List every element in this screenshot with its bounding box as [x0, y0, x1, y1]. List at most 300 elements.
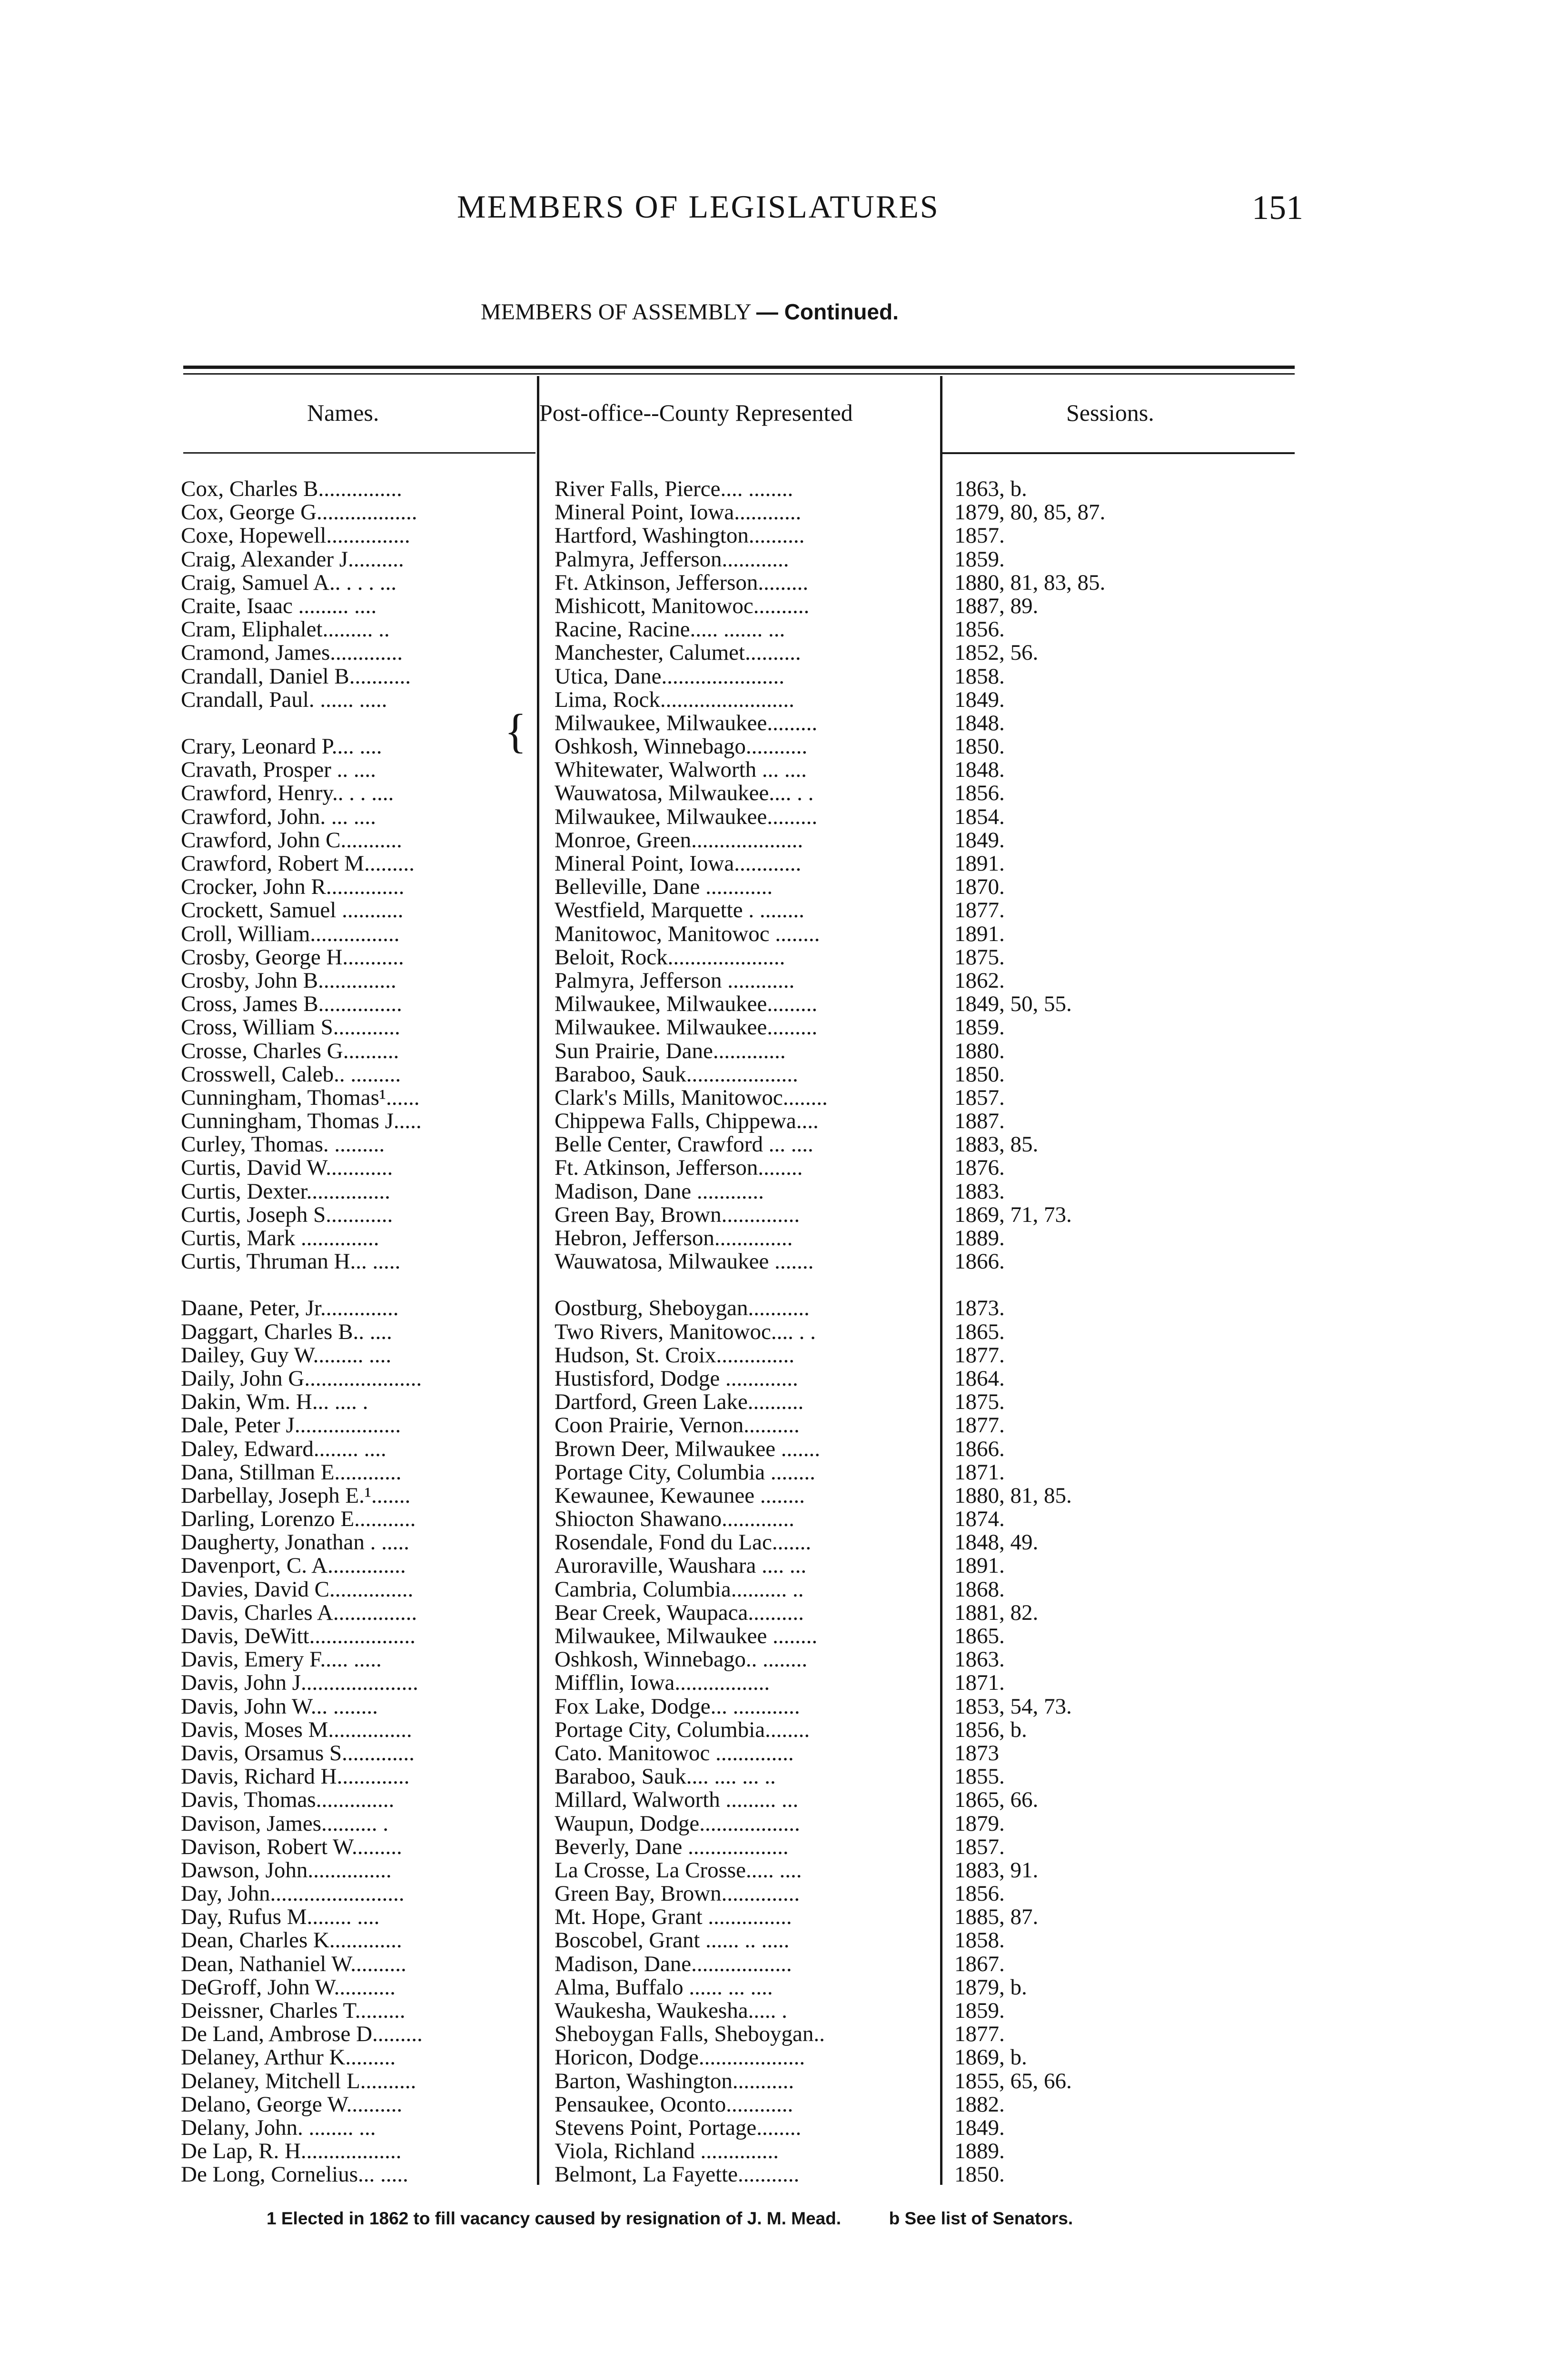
member-name: Crosse, Charles G..........: [181, 1039, 399, 1063]
table-row: [181, 1695, 1295, 1718]
post-office-county: Ft. Atkinson, Jefferson.........: [555, 571, 809, 595]
member-name: Davis, DeWitt...................: [181, 1625, 416, 1648]
table-row: [181, 1953, 1295, 1976]
post-office-county: Madison, Dane..................: [555, 1952, 792, 1976]
sessions-value: 1848.: [954, 758, 1005, 782]
sessions-value: 1883, 91.: [954, 1858, 1039, 1883]
table-row: [181, 1625, 1295, 1648]
subtitle-text: MEMBERS OF ASSEMBLY: [481, 299, 751, 325]
post-office-county: Racine, Racine..... ....... ...: [555, 618, 785, 642]
sessions-value: 1889.: [954, 1227, 1005, 1250]
table-row: [181, 2093, 1295, 2116]
post-office-county: Milwaukee, Milwaukee.........: [555, 992, 818, 1016]
group-c-rows: [181, 477, 1295, 1273]
header-rule-sessions: [942, 452, 1295, 454]
table-row: [181, 758, 1295, 782]
post-office-county: Mineral Point, Iowa............: [555, 852, 802, 876]
post-office-county: Boscobel, Grant ...... .. .....: [555, 1929, 790, 1953]
member-name: Craig, Samuel A.. . . . ...: [181, 571, 396, 595]
table-row: [181, 2023, 1295, 2046]
sessions-value: 1873: [954, 1741, 999, 1765]
table-row: [181, 852, 1295, 875]
member-name: Curtis, David W............: [181, 1156, 393, 1180]
member-name: Cram, Eliphalet......... ..: [181, 618, 390, 642]
sessions-value: 1875.: [954, 1390, 1005, 1414]
member-name: De Land, Ambrose D.........: [181, 2023, 423, 2046]
sessions-value: 1873.: [954, 1297, 1005, 1320]
top-rule-thick: [183, 366, 1295, 369]
running-head-title: MEMBERS OF LEGISLATURES: [457, 188, 940, 225]
member-name: Curley, Thomas. .........: [181, 1133, 385, 1157]
post-office-county: Mifflin, Iowa.................: [555, 1671, 770, 1695]
table-row: [181, 641, 1295, 664]
sessions-value: 1862.: [954, 969, 1005, 993]
post-office-county: Chippewa Falls, Chippewa....: [555, 1110, 819, 1133]
sessions-value: 1856, b.: [954, 1718, 1027, 1742]
table-row: [181, 1765, 1295, 1788]
table-row: [181, 1110, 1295, 1133]
post-office-county: Mishicott, Manitowoc..........: [555, 594, 810, 618]
member-name: Davis, Thomas..............: [181, 1788, 395, 1812]
member-name: Cox, George G..................: [181, 501, 417, 525]
table-row: [181, 501, 1295, 524]
table-row: [181, 1835, 1295, 1859]
table-row: [181, 1156, 1295, 1180]
sessions-value: 1870.: [954, 875, 1005, 899]
member-name: Crosby, John B..............: [181, 969, 396, 993]
post-office-county: Horicon, Dodge...................: [555, 2046, 805, 2070]
post-office-county: Belle Center, Crawford ... ....: [555, 1133, 813, 1157]
member-name: Daggart, Charles B.. ....: [181, 1320, 392, 1344]
table-row: [181, 1929, 1295, 1952]
post-office-county: Cambria, Columbia.......... ..: [555, 1577, 804, 1601]
sessions-value: 1864.: [954, 1367, 1005, 1391]
member-name: Crawford, John C...........: [181, 828, 402, 853]
sessions-value: 1866.: [954, 1437, 1005, 1461]
post-office-county: Viola, Richland ..............: [555, 2140, 779, 2163]
member-name: Davis, Charles A...............: [181, 1601, 417, 1625]
sessions-value: 1866.: [954, 1250, 1005, 1274]
post-office-county: Green Bay, Brown..............: [555, 1203, 800, 1227]
post-office-county: Hebron, Jefferson..............: [555, 1227, 793, 1250]
sessions-value: 1852, 56.: [954, 641, 1039, 665]
table-row: [181, 1882, 1295, 1905]
post-office-county: Milwaukee, Milwaukee.........: [555, 711, 818, 735]
post-office-county: Wauwatosa, Milwaukee.... . .: [555, 782, 814, 805]
member-name: Cross, William S............: [181, 1016, 400, 1040]
table-row: [181, 1367, 1295, 1390]
sessions-value: 1849, 50, 55.: [954, 992, 1072, 1016]
sessions-value: 1880.: [954, 1039, 1005, 1063]
sessions-value: 1849.: [954, 828, 1005, 853]
table-row: [181, 1203, 1295, 1227]
sessions-value: 1855, 65, 66.: [954, 2069, 1072, 2093]
table-row: [181, 1227, 1295, 1250]
sessions-value: 1855.: [954, 1765, 1005, 1789]
sessions-value: 1849.: [954, 2116, 1005, 2140]
sessions-value: 1891.: [954, 1554, 1005, 1578]
sessions-value: 1863, b.: [954, 477, 1027, 501]
top-rule-thin: [183, 373, 1295, 375]
post-office-county: Waukesha, Waukesha..... .: [555, 1999, 787, 2023]
member-name: Dawson, John...............: [181, 1858, 392, 1883]
post-office-county: Mt. Hope, Grant ...............: [555, 1905, 792, 1929]
table-row: [181, 782, 1295, 805]
table-row: [181, 1484, 1295, 1507]
table-row: [181, 712, 1295, 735]
member-name: Daily, John G.....................: [181, 1367, 422, 1391]
member-name: Curtis, Thruman H... .....: [181, 1250, 401, 1274]
sessions-value: 1868.: [954, 1577, 1005, 1601]
sessions-value: 1848.: [954, 711, 1005, 735]
member-name: Cunningham, Thomas¹......: [181, 1086, 420, 1110]
brace-glyph: {: [505, 704, 527, 758]
sessions-value: 1854.: [954, 805, 1005, 829]
member-name: Delaney, Arthur K.........: [181, 2046, 396, 2070]
member-name: Cross, James B...............: [181, 992, 402, 1016]
post-office-county: Milwaukee, Milwaukee ........: [555, 1625, 818, 1648]
sessions-value: 1867.: [954, 1952, 1005, 1976]
post-office-county: Belmont, La Fayette...........: [555, 2163, 800, 2187]
member-name: Delano, George W..........: [181, 2092, 403, 2116]
table-row: [181, 2140, 1295, 2163]
post-office-county: Whitewater, Walworth ... ....: [555, 758, 807, 782]
member-name: Davis, John J.....................: [181, 1671, 418, 1695]
post-office-county: Milwaukee. Milwaukee.........: [555, 1016, 818, 1040]
post-office-county: Lima, Rock........................: [555, 688, 794, 712]
sessions-value: 1875.: [954, 945, 1005, 969]
sessions-value: 1889.: [954, 2140, 1005, 2163]
member-name: Crawford, Henry.. . . ....: [181, 782, 394, 805]
sessions-value: 1877.: [954, 1343, 1005, 1367]
sessions-value: 1871.: [954, 1671, 1005, 1695]
sessions-value: 1859.: [954, 547, 1005, 571]
sessions-value: 1857.: [954, 1835, 1005, 1859]
post-office-county: Two Rivers, Manitowoc.... . .: [555, 1320, 816, 1344]
sessions-value: 1877.: [954, 899, 1005, 922]
member-name: Davis, Richard H.............: [181, 1765, 410, 1789]
member-name: Curtis, Mark ..............: [181, 1227, 379, 1250]
sessions-value: 1879, 80, 85, 87.: [954, 501, 1106, 525]
sessions-value: 1859.: [954, 1999, 1005, 2023]
post-office-county: Millard, Walworth ......... ...: [555, 1788, 799, 1812]
member-name: Crary, Leonard P.... ....: [181, 735, 382, 759]
table-row: [181, 805, 1295, 829]
member-name: Davis, Moses M...............: [181, 1718, 412, 1742]
table-row: [181, 735, 1295, 758]
table-row: [181, 829, 1295, 852]
sessions-value: 1885, 87.: [954, 1905, 1039, 1929]
member-name: Dakin, Wm. H... .... .: [181, 1390, 368, 1414]
table-row: [181, 1554, 1295, 1577]
table-row: [181, 946, 1295, 969]
member-name: Daley, Edward........ ....: [181, 1437, 386, 1461]
post-office-county: Hartford, Washington..........: [555, 524, 805, 548]
sessions-value: 1882.: [954, 2092, 1005, 2116]
post-office-county: River Falls, Pierce.... ........: [555, 477, 793, 501]
post-office-county: Shiocton Shawano.............: [555, 1507, 794, 1531]
table-row: [181, 1671, 1295, 1695]
sessions-value: 1876.: [954, 1156, 1005, 1180]
member-name: Daugherty, Jonathan . .....: [181, 1531, 409, 1555]
post-office-county: Baraboo, Sauk....................: [555, 1062, 798, 1086]
sessions-value: 1858.: [954, 664, 1005, 688]
sessions-value: 1857.: [954, 1086, 1005, 1110]
post-office-county: Brown Deer, Milwaukee .......: [555, 1437, 821, 1461]
sessions-value: 1865.: [954, 1625, 1005, 1648]
post-office-county: Auroraville, Waushara .... ...: [555, 1554, 807, 1578]
footnote-b: b See list of Senators.: [889, 2209, 1073, 2228]
post-office-county: Rosendale, Fond du Lac.......: [555, 1531, 812, 1555]
sessions-value: 1874.: [954, 1507, 1005, 1531]
section-subtitle: [481, 299, 899, 325]
post-office-county: Oshkosh, Winnebago.. ........: [555, 1648, 808, 1672]
post-office-county: Milwaukee, Milwaukee.........: [555, 805, 818, 829]
table-row: [181, 1601, 1295, 1625]
sessions-value: 1879, b.: [954, 1975, 1027, 2000]
sessions-value: 1887.: [954, 1110, 1005, 1133]
table-row: [181, 1859, 1295, 1882]
member-name: Dale, Peter J...................: [181, 1414, 401, 1438]
post-office-county: Hustisford, Dodge .............: [555, 1367, 798, 1391]
member-name: Daane, Peter, Jr..............: [181, 1297, 399, 1320]
member-name: DeGroff, John W...........: [181, 1975, 396, 2000]
post-office-county: Oshkosh, Winnebago...........: [555, 735, 808, 759]
post-office-county: Kewaunee, Kewaunee ........: [555, 1484, 805, 1508]
member-name: Coxe, Hopewell...............: [181, 524, 410, 548]
footnotes: [267, 2209, 1073, 2229]
table-row: [181, 1016, 1295, 1039]
table-row: [181, 1438, 1295, 1461]
member-name: Crandall, Daniel B...........: [181, 664, 411, 688]
post-office-county: Ft. Atkinson, Jefferson........: [555, 1156, 803, 1180]
member-name: Davis, John W... ........: [181, 1695, 378, 1718]
member-name: Crocker, John R..............: [181, 875, 405, 899]
sessions-value: 1880, 81, 85.: [954, 1484, 1072, 1508]
member-name: Crosby, George H...........: [181, 945, 404, 969]
page-number: 151: [1252, 188, 1303, 227]
sessions-value: 1877.: [954, 1414, 1005, 1438]
post-office-county: Palmyra, Jefferson............: [555, 547, 789, 571]
table-row: [181, 1297, 1295, 1320]
group-d-rows: [181, 1297, 1295, 2186]
table-row: [181, 1531, 1295, 1554]
post-office-county: Belleville, Dane ............: [555, 875, 773, 899]
sessions-value: 1871.: [954, 1460, 1005, 1484]
post-office-county: Sheboygan Falls, Sheboygan..: [555, 2023, 825, 2046]
member-name: De Lap, R. H..................: [181, 2140, 402, 2163]
post-office-county: Monroe, Green....................: [555, 828, 803, 853]
member-name: Croll, William................: [181, 922, 400, 946]
member-name: Curtis, Dexter...............: [181, 1180, 390, 1203]
post-office-county: Beloit, Rock.....................: [555, 945, 785, 969]
member-name: Darbellay, Joseph E.¹.......: [181, 1484, 411, 1508]
post-office-county: Bear Creek, Waupaca..........: [555, 1601, 804, 1625]
table-row: [181, 1461, 1295, 1484]
sessions-value: 1879.: [954, 1812, 1005, 1835]
sessions-value: 1883, 85.: [954, 1133, 1039, 1157]
member-name: Cunningham, Thomas J.....: [181, 1110, 422, 1133]
post-office-county: Coon Prairie, Vernon..........: [555, 1414, 800, 1438]
sessions-value: 1859.: [954, 1016, 1005, 1040]
table-row: [181, 992, 1295, 1016]
subtitle-continued: — Continued.: [756, 299, 899, 324]
member-name: Curtis, Joseph S............: [181, 1203, 393, 1227]
member-name: Crandall, Paul. ...... .....: [181, 688, 387, 712]
member-name: De Long, Cornelius... .....: [181, 2163, 408, 2187]
sessions-value: 1869, 71, 73.: [954, 1203, 1072, 1227]
member-name: Delaney, Mitchell L..........: [181, 2069, 416, 2093]
table-row: [181, 2070, 1295, 2093]
table-row: [181, 548, 1295, 571]
sessions-value: 1856.: [954, 618, 1005, 642]
post-office-county: Beverly, Dane ..................: [555, 1835, 789, 1859]
member-name: Cox, Charles B...............: [181, 477, 402, 501]
sessions-value: 1856.: [954, 1882, 1005, 1906]
member-name: Dean, Nathaniel W..........: [181, 1952, 406, 1976]
table-row: [181, 969, 1295, 992]
post-office-county: Waupun, Dodge..................: [555, 1812, 800, 1835]
table-row: [181, 524, 1295, 547]
members-table: [181, 477, 1295, 2187]
table-row: [181, 1718, 1295, 1742]
member-name: Crosswell, Caleb.. .........: [181, 1062, 401, 1086]
post-office-county: Clark's Mills, Manitowoc........: [555, 1086, 828, 1110]
post-office-county: Manitowoc, Manitowoc ........: [555, 922, 820, 946]
post-office-county: Sun Prairie, Dane.............: [555, 1039, 786, 1063]
table-row: [181, 595, 1295, 618]
footnote-1: 1 Elected in 1862 to fill vacancy caused by resignation of J. M. Mead.: [267, 2209, 842, 2228]
table-row: [181, 899, 1295, 922]
table-row: [181, 1320, 1295, 1344]
sessions-value: 1856.: [954, 782, 1005, 805]
table-row: [181, 571, 1295, 595]
member-name: Dana, Stillman E............: [181, 1460, 402, 1484]
member-name: Cramond, James.............: [181, 641, 403, 665]
post-office-county: Westfield, Marquette . ........: [555, 899, 804, 922]
member-name: Craite, Isaac ......... ....: [181, 594, 377, 618]
member-name: Darling, Lorenzo E...........: [181, 1507, 416, 1531]
member-name: Crawford, Robert M.........: [181, 852, 415, 876]
post-office-county: Portage City, Columbia........: [555, 1718, 810, 1742]
sessions-value: 1848, 49.: [954, 1531, 1039, 1555]
post-office-county: Stevens Point, Portage........: [555, 2116, 802, 2140]
post-office-county: Baraboo, Sauk.... .... ... ..: [555, 1765, 776, 1789]
table-row: [181, 1040, 1295, 1063]
table-row: [181, 1905, 1295, 1929]
table-row: [181, 1788, 1295, 1812]
sessions-value: 1863.: [954, 1648, 1005, 1672]
sessions-value: 1869, b.: [954, 2046, 1027, 2070]
table-row: [181, 1999, 1295, 2023]
post-office-county: Hudson, St. Croix..............: [555, 1343, 794, 1367]
post-office-county: Utica, Dane......................: [555, 664, 784, 688]
table-row: [181, 1063, 1295, 1086]
member-name: Davies, David C...............: [181, 1577, 414, 1601]
table-row: [181, 1086, 1295, 1110]
member-name: Deissner, Charles T.........: [181, 1999, 406, 2023]
member-name: Davison, Robert W.........: [181, 1835, 402, 1859]
table-row: [181, 1344, 1295, 1367]
member-name: Cravath, Prosper .. ....: [181, 758, 376, 782]
post-office-county: Palmyra, Jefferson ............: [555, 969, 795, 993]
member-name: Davenport, C. A..............: [181, 1554, 406, 1578]
member-name: Crockett, Samuel ...........: [181, 899, 404, 922]
member-name: Davison, James.......... .: [181, 1812, 389, 1835]
table-row: [181, 2163, 1295, 2186]
table-row: [181, 922, 1295, 946]
table-row: [181, 1812, 1295, 1835]
sessions-value: 1858.: [954, 1929, 1005, 1953]
member-name: Dean, Charles K.............: [181, 1929, 402, 1953]
sessions-value: 1877.: [954, 2023, 1005, 2046]
member-name: Davis, Emery F..... .....: [181, 1648, 382, 1672]
post-office-county: Barton, Washington...........: [555, 2069, 794, 2093]
member-name: Day, John........................: [181, 1882, 405, 1906]
post-office-county: Green Bay, Brown..............: [555, 1882, 800, 1906]
sessions-value: 1880, 81, 83, 85.: [954, 571, 1106, 595]
table-row: [181, 1742, 1295, 1765]
sessions-value: 1850.: [954, 1062, 1005, 1086]
post-office-county: Pensaukee, Oconto............: [555, 2092, 793, 2116]
post-office-county: Dartford, Green Lake..........: [555, 1390, 804, 1414]
sessions-value: 1891.: [954, 852, 1005, 876]
sessions-value: 1883.: [954, 1180, 1005, 1203]
member-name: Craig, Alexander J..........: [181, 547, 404, 571]
post-office-county: Wauwatosa, Milwaukee .......: [555, 1250, 814, 1274]
group-spacer: [181, 1273, 1295, 1297]
sessions-value: 1865, 66.: [954, 1788, 1039, 1812]
table-row: [181, 1578, 1295, 1601]
post-office-county: La Crosse, La Crosse..... ....: [555, 1858, 802, 1883]
table-row: [181, 1648, 1295, 1671]
table-row: [181, 1133, 1295, 1156]
table-row: [181, 618, 1295, 641]
table-row: [181, 688, 1295, 712]
post-office-county: Madison, Dane ............: [555, 1180, 764, 1203]
post-office-county: Portage City, Columbia ........: [555, 1460, 815, 1484]
table-row: [181, 875, 1295, 899]
table-row: [181, 2046, 1295, 2069]
post-office-county: Fox Lake, Dodge... ............: [555, 1695, 800, 1718]
column-header-sessions: Sessions.: [1066, 399, 1154, 426]
sessions-value: 1849.: [954, 688, 1005, 712]
sessions-value: 1850.: [954, 2163, 1005, 2187]
sessions-value: 1865.: [954, 1320, 1005, 1344]
table-row: [181, 1250, 1295, 1273]
table-row: [181, 2116, 1295, 2140]
header-rule-names: [183, 452, 535, 454]
table-row: [181, 1390, 1295, 1414]
member-name: Crawford, John. ... ....: [181, 805, 376, 829]
member-name: Davis, Orsamus S.............: [181, 1741, 415, 1765]
post-office-county: Alma, Buffalo ...... ... ....: [555, 1975, 773, 2000]
post-office-county: Manchester, Calumet..........: [555, 641, 801, 665]
post-office-county: Oostburg, Sheboygan...........: [555, 1297, 810, 1320]
table-row: [181, 665, 1295, 688]
member-name: Day, Rufus M........ ....: [181, 1905, 380, 1929]
member-name: Dailey, Guy W......... ....: [181, 1343, 392, 1367]
post-office-county: Mineral Point, Iowa............: [555, 501, 802, 525]
table-row: [181, 1976, 1295, 1999]
sessions-value: 1891.: [954, 922, 1005, 946]
column-header-names: Names.: [307, 399, 379, 426]
sessions-value: 1857.: [954, 524, 1005, 548]
member-name: Delany, John. ........ ...: [181, 2116, 376, 2140]
sessions-value: 1881, 82.: [954, 1601, 1039, 1625]
table-row: [181, 1180, 1295, 1203]
sessions-value: 1853, 54, 73.: [954, 1695, 1072, 1718]
